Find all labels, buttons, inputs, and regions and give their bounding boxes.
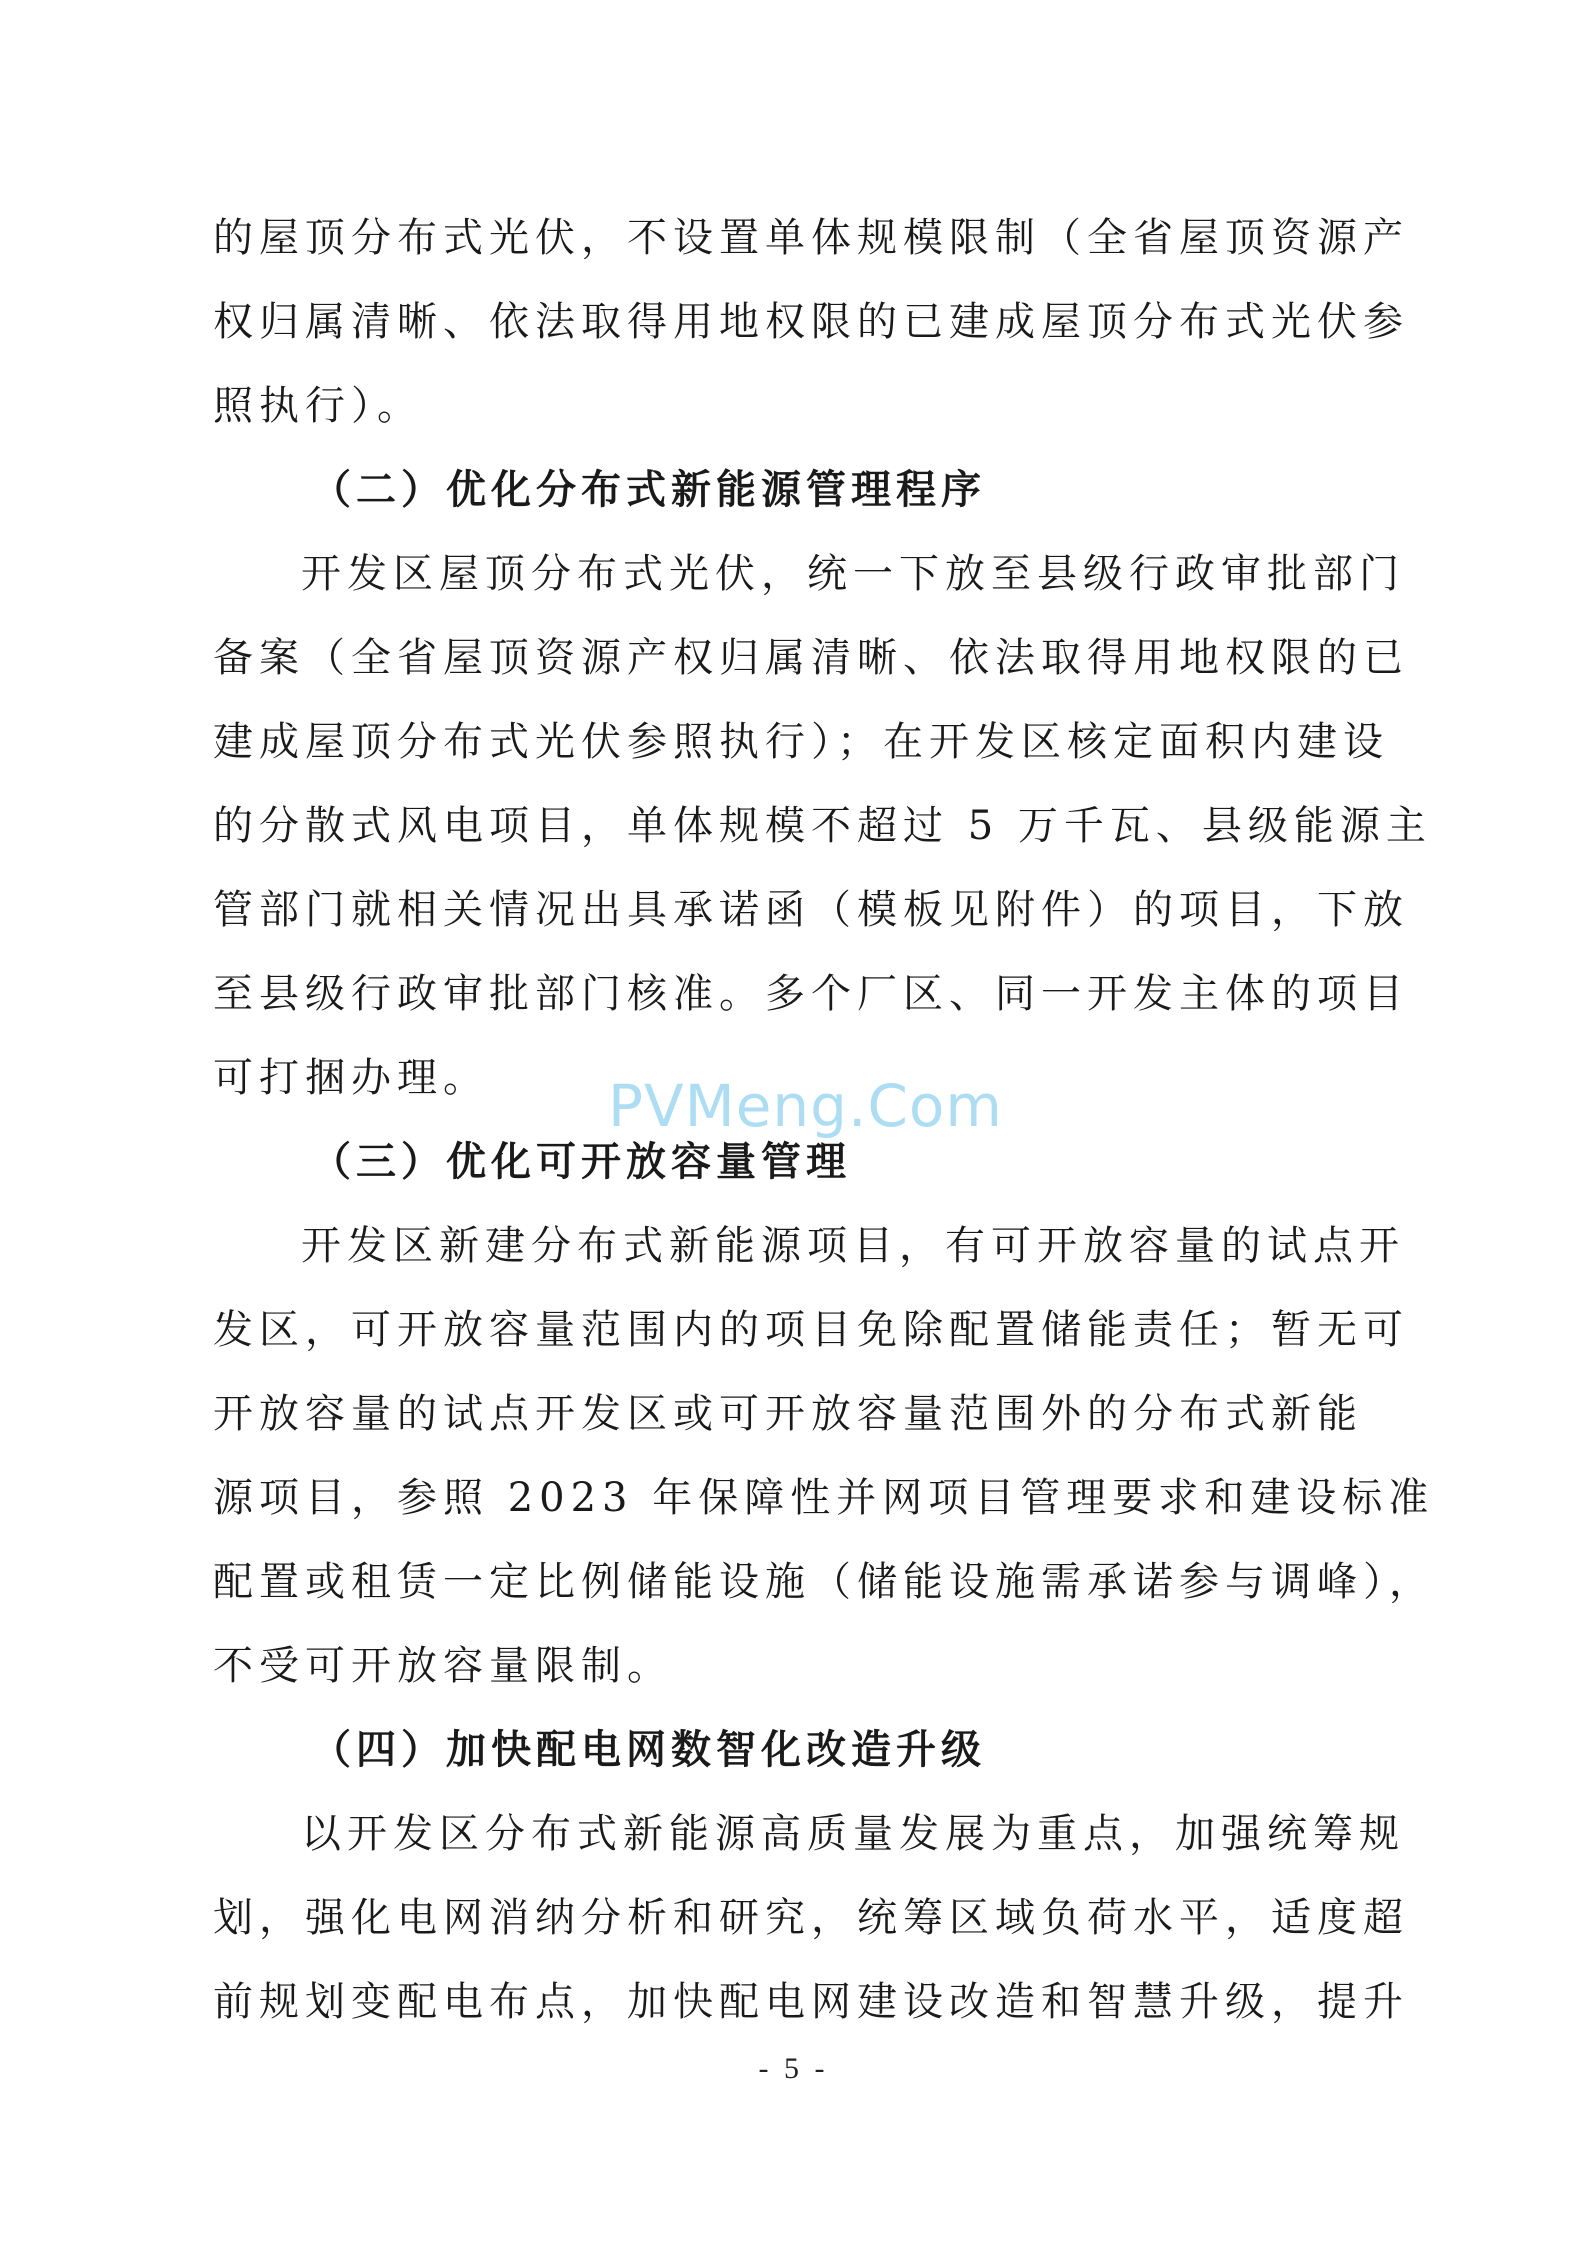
body-line: 配置或租赁一定比例储能设施（储能设施需承诺参与调峰）， [213, 1559, 1435, 1605]
body-line: 照执行）。 [213, 383, 423, 429]
section-heading-4: （四）加快配电网数智化改造升级 [311, 1726, 986, 1773]
body-line: 源项目，参照 2023 年保障性并网项目管理要求和建设标准 [213, 1475, 1435, 1521]
paragraph-start: 开发区屋顶分布式光伏，统一下放至县级行政审批部门 [301, 551, 1405, 597]
body-line: 管部门就相关情况出具承诺函（模板见附件）的项目，下放 [213, 887, 1409, 933]
body-line: 发区，可开放容量范围内的项目免除配置储能责任；暂无可 [213, 1307, 1409, 1353]
body-line: 至县级行政审批部门核准。多个厂区、同一开发主体的项目 [213, 971, 1409, 1017]
watermark: PVMeng.Com [608, 1072, 1003, 1140]
body-line: 不受可开放容量限制。 [213, 1643, 673, 1689]
body-line: 开放容量的试点开发区或可开放容量范围外的分布式新能 [213, 1391, 1363, 1437]
body-line: 可打捆办理。 [213, 1055, 489, 1101]
section-heading-2: （二）优化分布式新能源管理程序 [311, 466, 986, 513]
body-line: 前规划变配电布点，加快配电网建设改造和智慧升级，提升 [213, 1979, 1409, 2025]
body-line: 的分散式风电项目，单体规模不超过 5 万千瓦、县级能源主 [213, 803, 1432, 849]
body-line: 的屋顶分布式光伏，不设置单体规模限制（全省屋顶资源产 [213, 215, 1409, 261]
paragraph-start: 开发区新建分布式新能源项目，有可开放容量的试点开 [301, 1223, 1405, 1269]
body-line: 权归属清晰、依法取得用地权限的已建成屋顶分布式光伏参 [213, 299, 1409, 345]
body-line: 备案（全省屋顶资源产权归属清晰、依法取得用地权限的已 [213, 635, 1409, 681]
paragraph-start: 以开发区分布式新能源高质量发展为重点，加强统筹规 [301, 1811, 1405, 1857]
section-heading-3: （三）优化可开放容量管理 [311, 1138, 851, 1185]
page-number: - 5 - [758, 2052, 829, 2085]
body-line: 建成屋顶分布式光伏参照执行）；在开发区核定面积内建设 [213, 719, 1389, 765]
body-line: 划，强化电网消纳分析和研究，统筹区域负荷水平，适度超 [213, 1895, 1409, 1941]
